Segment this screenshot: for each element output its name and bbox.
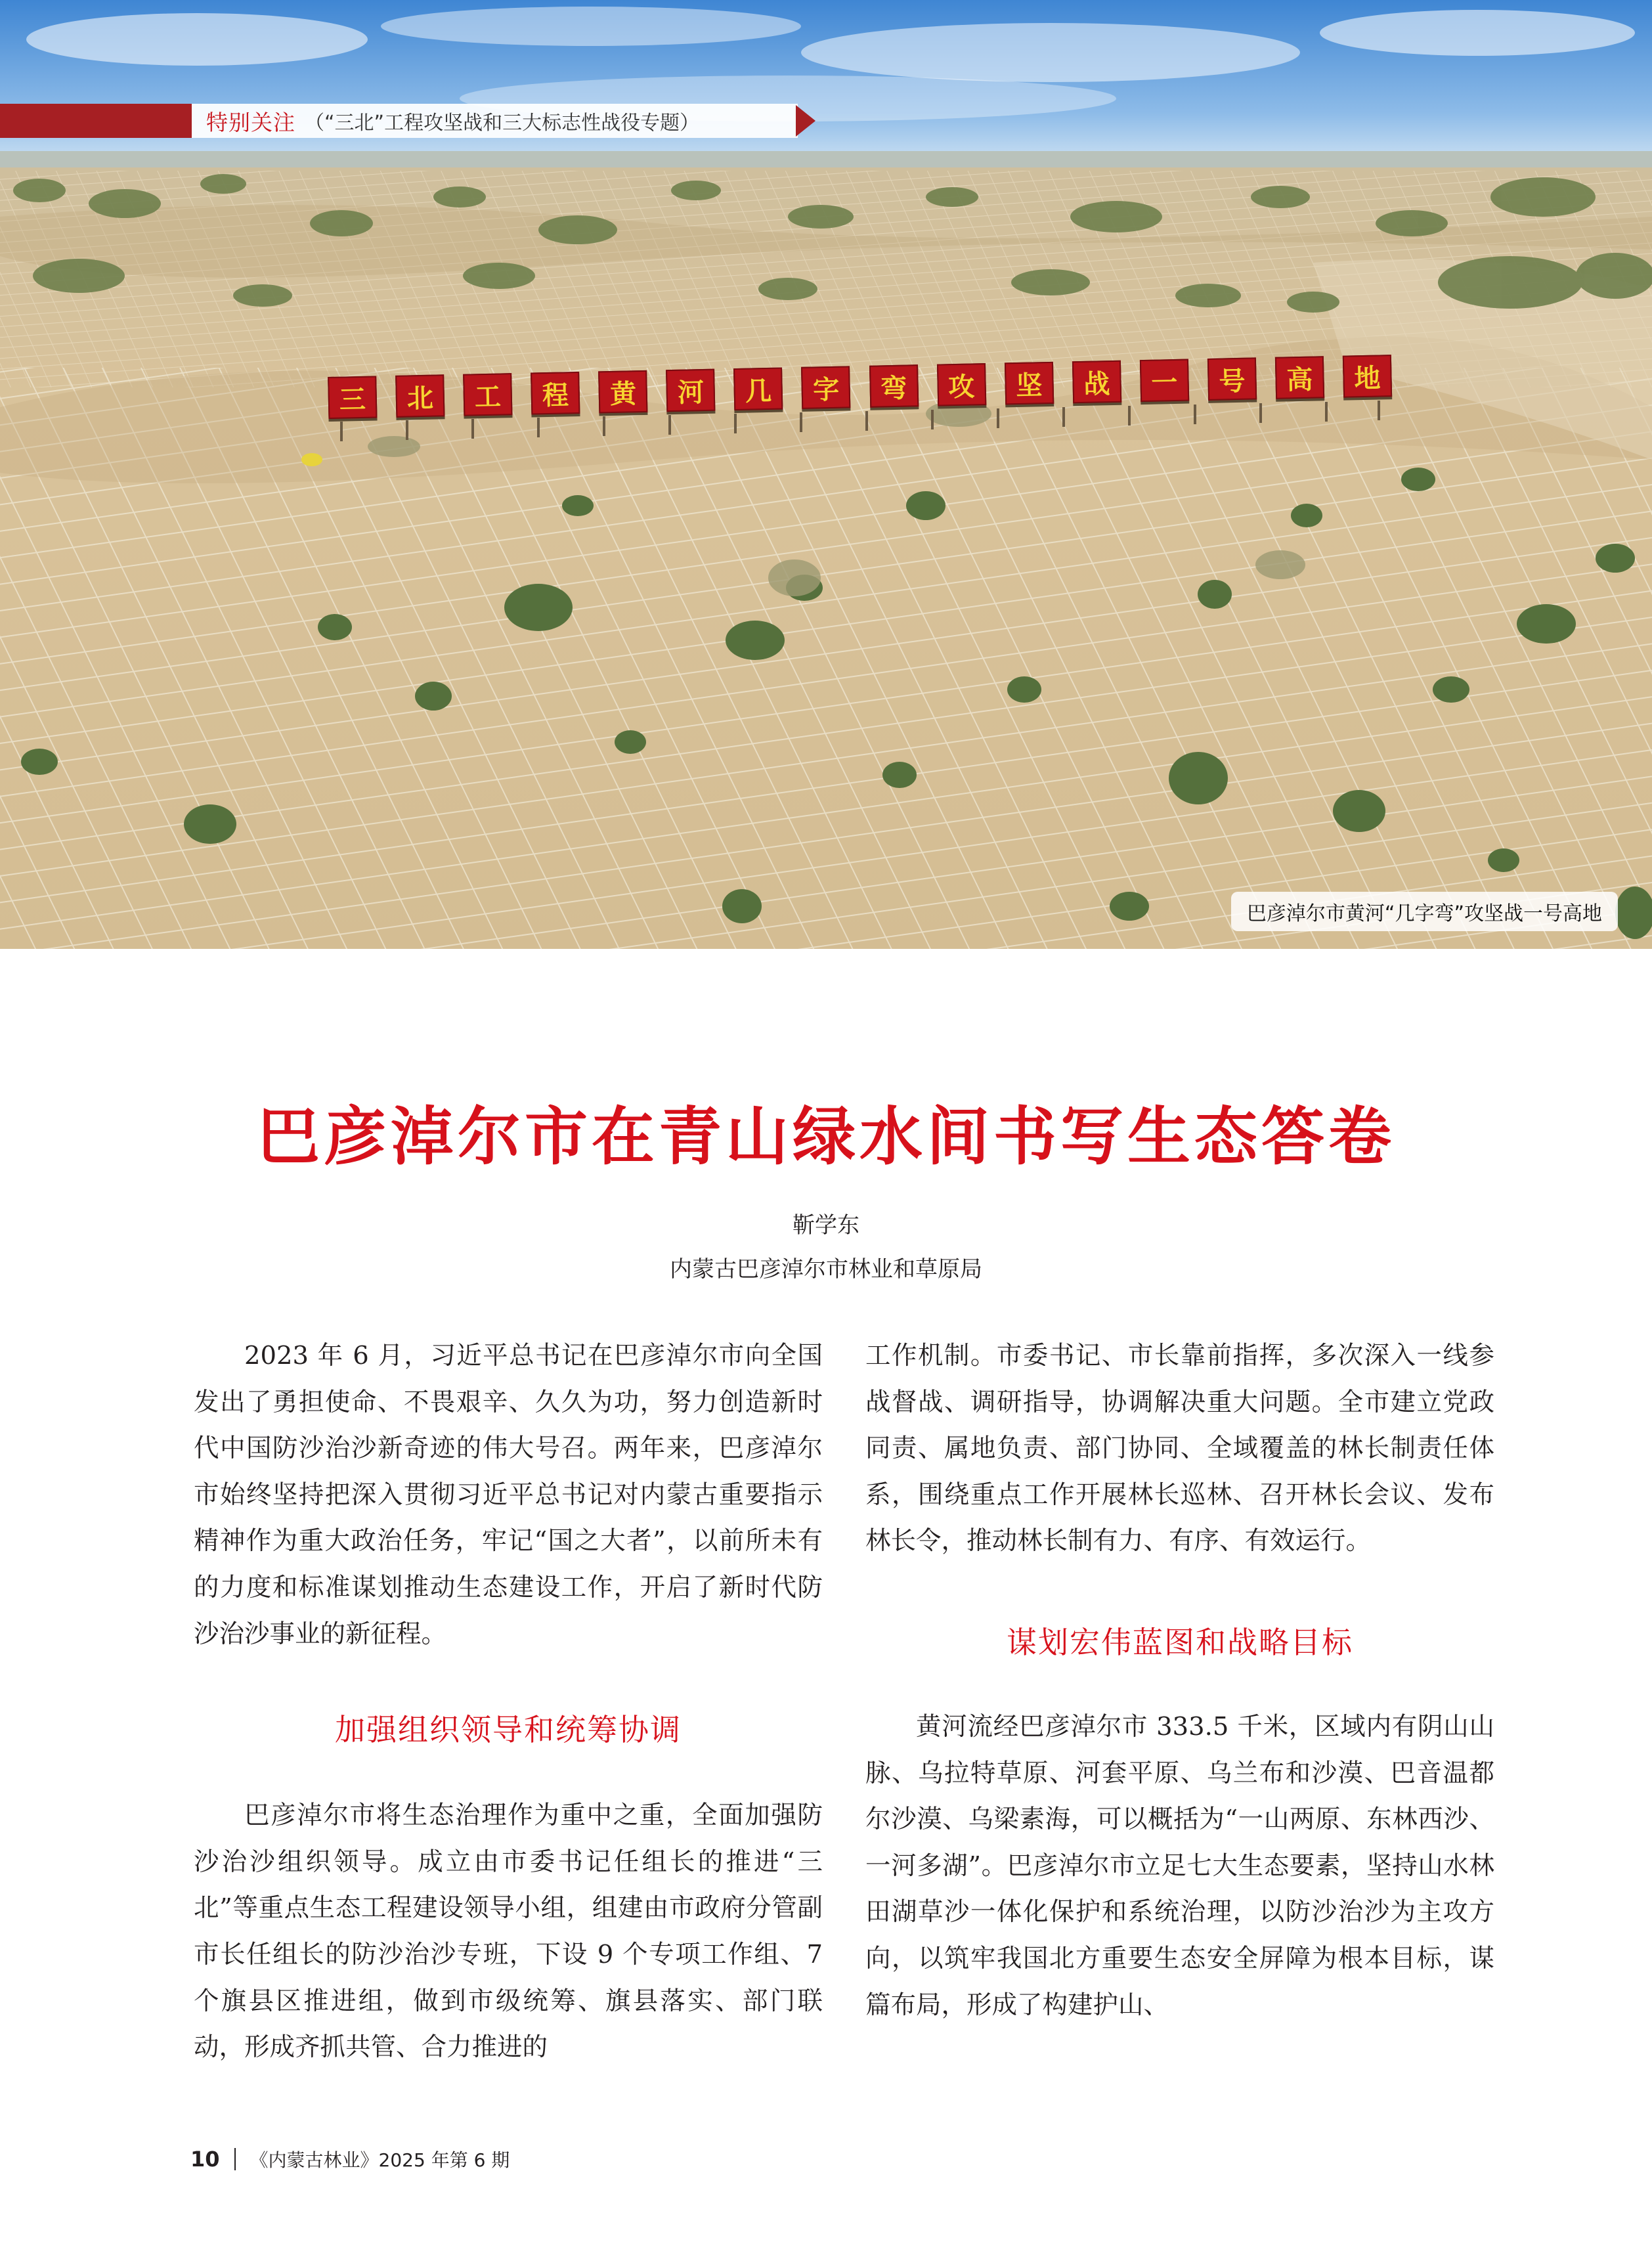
desert-landscape-illustration xyxy=(0,0,1652,949)
sign-char: 弯 xyxy=(869,364,918,408)
section-topic-band xyxy=(0,104,798,138)
sign-char: 黄 xyxy=(598,370,647,414)
sign-char: 一 xyxy=(1140,359,1189,403)
body-paragraph: 巴彦淖尔市将生态治理作为重中之重，全面加强防沙治沙组织领导。成立由市委书记任组长的推进“三北”等重点生态工程建设领导小组，组建由市政府分管副市长任组长的防沙治沙专班，下设 9 个专项工作组、7 个旗县区推进组，做到市级统筹、旗县落实、部门联动，形成齐抓共管、合力推进的 xyxy=(194,1801,823,2063)
body-paragraph-continued: 工作机制。市委书记、市长靠前指挥，多次深入一线参战督战、调研指导，协调解决重大问题。全市建立党政同责、属地负责、部门协同、全域覆盖的林长制责任体系，围绕重点工作开展林长巡林、召开林长会议、发布林长令，推动林长制有力、有序、有效运行。 xyxy=(865,1341,1494,1556)
topic-red-bar xyxy=(0,104,192,138)
author-affiliation: 内蒙古巴彦淖尔市林业和草原局 xyxy=(670,1256,982,1282)
footer-divider xyxy=(234,2148,236,2170)
section-heading: 谋划宏伟蓝图和战略目标 xyxy=(1007,1624,1353,1660)
body-paragraph: 黄河流经巴彦淖尔市 333.5 千米，区域内有阴山山脉、乌拉特草原、河套平原、乌兰布和沙漠、巴音温都尔沙漠、乌梁素海，可以概括为“一山两原、东林西沙、一河多湖”。巴彦淖尔市立足七大生态要素，坚持山水林田湖草沙一体化保护和系统治理，以防沙治沙为主攻方向，以筑牢我国北方重要生态安全屏障为根本目标，谋篇布局，形成了构建护山、 xyxy=(865,1711,1494,2020)
intro-paragraph: 2023 年 6 月，习近平总书记在巴彦淖尔市向全国发出了勇担使命、不畏艰辛、久久为功，努力创造新时代中国防沙治沙新奇迹的伟大号召。两年来，巴彦淖尔市始终坚持把深入贯彻习近平总书记对内蒙古重要指示精神作为重大政治任务，牢记“国之大者”，以前所未有的力度和标准谋划推动生态建设工作，开启了新时代防沙治沙事业的新征程。 xyxy=(194,1341,823,1649)
sign-char: 北 xyxy=(395,374,445,418)
sign-char: 坚 xyxy=(1005,362,1054,405)
left-column xyxy=(194,1333,823,2071)
right-column xyxy=(865,1333,1494,2028)
sign-char: 号 xyxy=(1207,357,1257,401)
sign-char: 三 xyxy=(328,376,377,419)
sign-char: 攻 xyxy=(937,363,986,406)
section-subtitle: （“三北”工程攻坚战和三大标志性战役专题） xyxy=(305,112,700,135)
section-label: 特别关注 xyxy=(206,109,295,135)
sign-char: 程 xyxy=(531,372,580,415)
author-name: 靳学东 xyxy=(793,1212,859,1238)
sign-char: 地 xyxy=(1343,355,1392,398)
sign-char: 字 xyxy=(801,366,850,409)
journal-name: 《内蒙古林业》2025 年第 6 期 xyxy=(250,2149,510,2171)
triangle-arrow-icon xyxy=(796,105,815,137)
page-footer xyxy=(190,2146,510,2172)
sign-char: 河 xyxy=(666,369,715,412)
hero-photo xyxy=(0,0,1652,949)
sign-char: 几 xyxy=(733,368,783,411)
sign-char: 工 xyxy=(463,373,512,416)
sign-char: 高 xyxy=(1275,356,1324,399)
page-number: 10 xyxy=(190,2147,220,2172)
sign-char: 战 xyxy=(1072,361,1121,404)
article-title: 巴彦淖尔市在青山绿水间书写生态答卷 xyxy=(257,1099,1395,1173)
photo-caption: 巴彦淖尔市黄河“几字弯”攻坚战一号高地 xyxy=(1231,892,1618,931)
section-heading: 加强组织领导和统筹协调 xyxy=(335,1712,682,1748)
